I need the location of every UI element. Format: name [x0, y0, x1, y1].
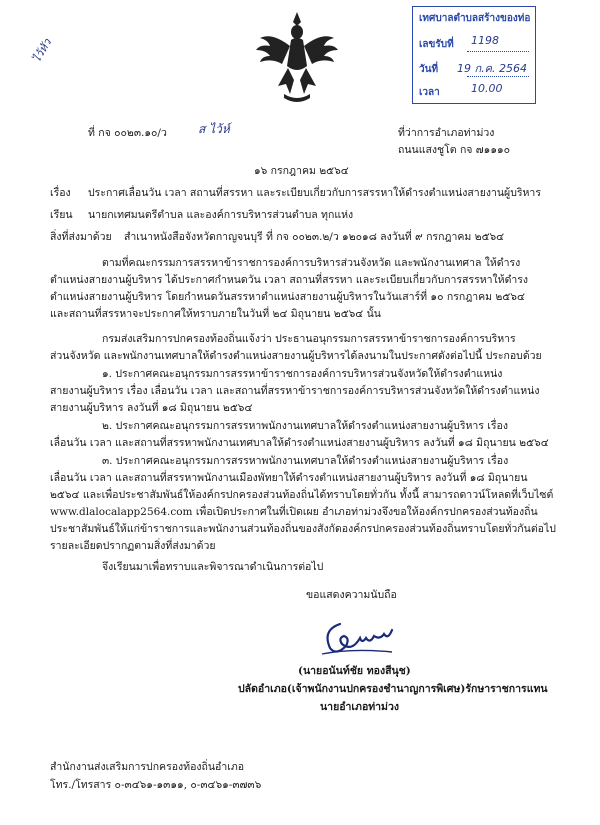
- signer-title: ปลัดอำเภอ(เจ้าพนักงานปกครองชำนาญการพิเศษ)รักษาราชการแทน: [238, 683, 548, 695]
- stamp-rule: [467, 51, 529, 52]
- document-date: ๑๖ กรกฎาคม ๒๕๖๔: [254, 165, 349, 177]
- margin-handwritten-note: ไว้หัว: [30, 36, 55, 65]
- reference-handwritten: ส ไว้ห์: [198, 122, 230, 136]
- para1-line: ตำแหน่งสายงานผู้บริหาร โดยกำหนดวันสรรหาตำแหน่งสายงานผู้บริหารในวันเสาร์ที่ ๑๐ กรกฎาคม ๒๕๖๔: [50, 291, 525, 303]
- regards: ขอแสดงความนับถือ: [306, 589, 397, 601]
- enclosure-label: สิ่งที่ส่งมาด้วย: [50, 231, 112, 243]
- stamp-date-label: วันที่: [419, 64, 439, 75]
- office-address-2: ถนนแสงชูโต กจ ๗๑๑๑๐: [398, 144, 511, 156]
- closing-request: จึงเรียนมาเพื่อทราบและพิจารณาดำเนินการต่อไป: [102, 561, 324, 573]
- item3-line: เลื่อนวัน เวลา และสถานที่สรรหาพนักงานเมืองพัทยาให้ดำรงตำแหน่งสายงานผู้บริหาร ลงวันที่ ๑๘ มิถุนายน: [50, 472, 528, 484]
- item3-line: รายละเอียดปรากฏตามสิ่งที่ส่งมาด้วย: [50, 540, 216, 552]
- item3-line: ประชาสัมพันธ์ให้แก่ข้าราชการและพนักงานส่วนท้องถิ่นของสังกัดองค์กรปกครองส่วนท้องถิ่นทราบโดยทั่วกันต่อไป: [50, 523, 556, 535]
- office-address-1: ที่ว่าการอำเภอท่าม่วง: [398, 127, 495, 139]
- para1-line: ตำแหน่งสายงานผู้บริหาร ได้ประกาศกำหนดวัน เวลา สถานที่สรรหา และระเบียบเกี่ยวกับการสรรหาให้ดำรง: [50, 274, 529, 286]
- item1-line: สายงานผู้บริหาร เรื่อง เลื่อนวัน เวลา และสถานที่สรรหาข้าราชการองค์การบริหารส่วนจังหวัดให้ดำรงตำแหน่ง: [50, 385, 540, 397]
- para1-line: และสถานที่สรรหาจะประกาศให้ทราบภายในวันที่ ๒๔ มิถุนายน ๒๕๖๔ นั้น: [50, 308, 381, 320]
- footer-phone: โทร./โทรสาร ๐-๓๔๖๑-๑๓๑๑, ๐-๓๔๖๑-๓๗๓๖: [50, 779, 262, 791]
- reference-number: ที่ กจ ๐๐๒๓.๑๐/ว: [88, 127, 167, 139]
- item2-line: เลื่อนวัน เวลา และสถานที่สรรหาพนักงานเทศบาลให้ดำรงตำแหน่งสายงานผู้บริหาร ลงวันที่ ๑๘ มิถุนายน ๒๕๖๔: [50, 437, 549, 449]
- stamp-date-value: 19 ก.ค. 2564: [457, 62, 527, 75]
- garuda-emblem-icon: [254, 8, 340, 108]
- para2-line: ส่วนจังหวัด และพนักงานเทศบาลให้ดำรงตำแหน่งสายงานผู้บริหารได้ลงนามในประกาศดังต่อไปนี้ ประกอบด้วย: [50, 350, 542, 362]
- to-label: เรียน: [50, 209, 73, 221]
- item1-line: สายงานผู้บริหาร ลงวันที่ ๑๘ มิถุนายน ๒๕๖๔: [50, 402, 253, 414]
- to-text: นายกเทศมนตรีตำบล และองค์การบริหารส่วนตำบล ทุกแห่ง: [88, 209, 354, 221]
- signer-name: (นายอนันท์ชัย ทองสีนุช): [298, 665, 411, 677]
- stamp-rule: [467, 76, 529, 77]
- stamp-receive-label: เลขรับที่: [419, 39, 454, 50]
- subject-label: เรื่อง: [50, 187, 71, 199]
- receipt-stamp: [412, 6, 536, 104]
- signature-icon: [318, 614, 398, 658]
- para1-line: ตามที่คณะกรรมการสรรหาข้าราชการองค์การบริหารส่วนจังหวัด และพนักงานเทศาล ให้ดำรง: [102, 257, 521, 269]
- stamp-time-value: 10.00: [471, 82, 503, 95]
- item2-line: ๒. ประกาศคณะอนุกรรมการสรรหาพนักงานเทศบาลให้ดำรงตำแหน่งสายงานผู้บริหาร เรื่อง: [102, 420, 508, 432]
- signer-org: นายอำเภอท่าม่วง: [320, 701, 400, 713]
- item1-line: ๑. ประกาศคณะอนุกรรมการสรรหาข้าราชการองค์การบริหารส่วนจังหวัดให้ดำรงตำแหน่ง: [102, 368, 503, 380]
- stamp-time-label: เวลา: [419, 87, 440, 98]
- enclosure-text: สำเนาหนังสือจังหวัดกาญจนบุรี ที่ กจ ๐๐๒๓.๒/ว ๑๒๐๑๘ ลงวันที่ ๙ กรกฎาคม ๒๕๖๔: [124, 231, 505, 243]
- footer-office: สำนักงานส่งเสริมการปกครองท้องถิ่นอำเภอ: [50, 761, 245, 773]
- item3-line: ๓. ประกาศคณะอนุกรรมการสรรหาพนักงานเทศบาลให้ดำรงตำแหน่งสายงานผู้บริหาร เรื่อง: [102, 455, 509, 467]
- stamp-office: เทศบาลตำบลสร้างของท่อ: [419, 13, 531, 24]
- subject-text: ประกาศเลื่อนวัน เวลา สถานที่สรรหา และระเบียบเกี่ยวกับการสรรหาให้ดำรงตำแหน่งสายงานผู้บริหาร: [88, 187, 541, 199]
- stamp-receive-no: 1198: [471, 34, 499, 47]
- item3-line: www.dlalocalapp2564.com เพื่อเปิดประกาศในที่เปิดเผย อำเภอท่าม่วงจึงขอให้องค์กรปกครองส่วนท้องถิ่น: [50, 506, 538, 518]
- item3-line: ๒๕๖๔ และเพื่อประชาสัมพันธ์ให้องค์กรปกครองส่วนท้องถิ่นได้ทราบโดยทั่วกัน ทั้งนี้ สามารถดาวน์โหลดที่เว็บไซต์: [50, 489, 554, 501]
- para2-line: กรมส่งเสริมการปกครองท้องถิ่นแจ้งว่า ประธานอนุกรรมการสรรหาข้าราชการองค์การบริหาร: [102, 333, 516, 345]
